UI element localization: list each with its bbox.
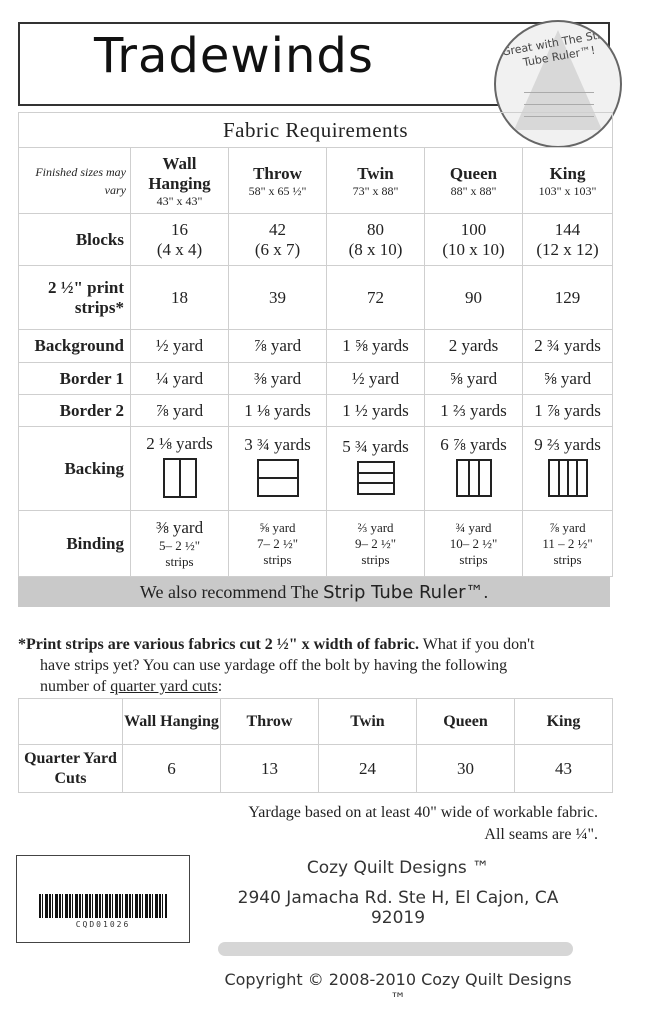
background-cell: 2 ¾ yards [523,330,613,363]
cell-value: 3 ¾ yards [244,435,311,454]
binding-strips-word: strips [165,553,194,569]
border2-cell: 1 ½ yards [327,395,425,427]
row-label: Border 2 [19,395,131,427]
binding-strips: 11 – 2 ½" [542,535,593,551]
backing-cell [327,427,425,511]
cell-value: 42 [269,219,286,239]
backing-seam-diagram-icon [456,459,492,497]
binding-yard: ¾ yard [455,519,492,535]
binding-cell [523,511,613,577]
column-name: Queen [449,163,498,183]
cell-value: 9 ⅔ yards [534,435,601,454]
background-cell: 1 ⅝ yards [327,330,425,363]
binding-strips-word: strips [263,551,292,567]
column-header [523,148,613,214]
row-label: Blocks [19,214,131,266]
cell-layout: (8 x 10) [348,239,403,259]
cuts-cell: 24 [319,745,417,793]
binding-cell [229,511,327,577]
cell-value: 100 [460,219,487,239]
cell-value: 80 [367,219,384,239]
cell-value: 144 [554,219,581,239]
binding-yard: ⅞ yard [549,519,586,535]
strips-cell: 39 [229,266,327,330]
column-header: Queen [417,699,515,745]
fabric-requirements-table [18,112,613,577]
recommendation-banner [18,577,610,607]
blocks-cell [229,214,327,266]
backing-cell [425,427,523,511]
row-label: Quarter Yard Cuts [19,745,123,793]
binding-cell [131,511,229,577]
redacted-line [218,942,573,956]
note-text: have strips yet? You can use yardage off the bolt by having the following [40,657,508,674]
seams-line: All seams are ¼". [484,826,598,843]
column-name: Wall Hanging [148,153,211,193]
binding-strips: 5– 2 ½" [158,537,201,553]
column-header: Twin [319,699,417,745]
row-label: Binding [19,511,131,577]
backing-cell [229,427,327,511]
border2-cell: 1 ⅛ yards [229,395,327,427]
blocks-cell [425,214,523,266]
column-header [229,148,327,214]
column-header [425,148,523,214]
column-name: Twin [357,163,394,183]
binding-yard: ⅝ yard [259,519,296,535]
row-label: Backing [19,427,131,511]
column-header [327,148,425,214]
strips-cell: 18 [131,266,229,330]
column-size: 43" x 43" [156,193,203,208]
barcode-icon [39,894,167,918]
binding-yard: ⅜ yard [155,517,204,537]
finished-sizes-note: Finished sizes may vary [19,148,131,214]
backing-cell [523,427,613,511]
backing-seam-diagram-icon [548,459,588,497]
cell-layout: (6 x 7) [254,239,301,259]
seal-stripe [524,104,594,105]
empty-header-cell [19,699,123,745]
column-name: Throw [253,163,302,183]
column-size: 73" x 88" [352,183,399,198]
backing-seam-diagram-icon [257,459,299,497]
binding-cell [327,511,425,577]
border1-cell: ¼ yard [131,363,229,395]
banner-prefix: We also recommend The [139,582,324,602]
binding-strips-word: strips [361,551,390,567]
strips-cell: 129 [523,266,613,330]
background-cell: ½ yard [131,330,229,363]
background-cell: ⅞ yard [229,330,327,363]
binding-yard: ⅔ yard [357,519,394,535]
copyright: Copyright © 2008-2010 Cozy Quilt Designs ™ [224,970,572,1008]
company-name: Cozy Quilt Designs ™ [306,858,490,878]
row-label: Background [19,330,131,363]
table-caption: Fabric Requirements [19,113,613,148]
binding-cell [425,511,523,577]
binding-strips: 9– 2 ½" [354,535,397,551]
backing-seam-diagram-icon [357,461,395,495]
background-cell: 2 yards [425,330,523,363]
cell-value: 16 [171,219,188,239]
binding-strips-word: strips [553,551,582,567]
barcode-box [16,855,190,943]
cuts-cell: 43 [515,745,613,793]
cuts-cell: 6 [123,745,221,793]
cell-layout: (4 x 4) [156,239,203,259]
row-label: Border 1 [19,363,131,395]
note-text: : [217,678,223,695]
cell-value: 6 ⅞ yards [440,435,507,454]
border2-cell: 1 ⅞ yards [523,395,613,427]
column-header: King [515,699,613,745]
note-text: What if you don't [419,636,535,653]
border1-cell: ⅜ yard [229,363,327,395]
note-underlined: quarter yard cuts [110,678,218,695]
cell-layout: (12 x 12) [536,239,599,259]
column-header [131,148,229,214]
quarter-yard-cuts-table [18,698,613,793]
cell-value: 5 ¾ yards [342,437,409,456]
blocks-cell [131,214,229,266]
backing-cell [131,427,229,511]
border2-cell: 1 ⅔ yards [425,395,523,427]
print-strips-note [18,634,618,697]
column-name: King [549,163,586,183]
cell-value: 2 ⅛ yards [146,434,213,453]
cuts-cell: 13 [221,745,319,793]
pattern-title: Tradewinds [94,28,374,84]
border1-cell: ⅝ yard [425,363,523,395]
binding-strips: 7– 2 ½" [256,535,299,551]
border2-cell: ⅞ yard [131,395,229,427]
banner-suffix: . [483,582,489,602]
note-bold: *Print strips are various fabrics cut 2 ½" x width of fabric. [18,636,419,653]
banner-brand: Strip Tube Ruler™ [323,582,484,603]
binding-strips: 10– 2 ½" [449,535,498,551]
yardage-note [248,802,598,846]
cuts-cell: 30 [417,745,515,793]
strips-cell: 90 [425,266,523,330]
yardage-line: Yardage based on at least 40" wide of workable fabric. [248,804,598,821]
column-header: Wall Hanging [123,699,221,745]
border1-cell: ½ yard [327,363,425,395]
column-size: 103" x 103" [538,183,597,198]
backing-seam-diagram-icon [163,458,197,498]
row-label: 2 ½" print strips* [19,266,131,330]
column-size: 88" x 88" [450,183,497,198]
border1-cell: ⅝ yard [523,363,613,395]
binding-strips-word: strips [459,551,488,567]
column-header: Throw [221,699,319,745]
company-info [218,858,578,1008]
cell-layout: (10 x 10) [442,239,505,259]
blocks-cell [523,214,613,266]
company-address: 2940 Jamacha Rd. Ste H, El Cajon, CA 92019 [237,888,559,928]
blocks-cell [327,214,425,266]
barcode-number: CQD01026 [75,920,131,929]
seal-text: Great with The Strip Tube Ruler™! [501,26,613,70]
note-text: number of [40,678,111,695]
column-size: 58" x 65 ½" [248,183,307,198]
strips-cell: 72 [327,266,425,330]
seal-stripe [524,92,594,93]
